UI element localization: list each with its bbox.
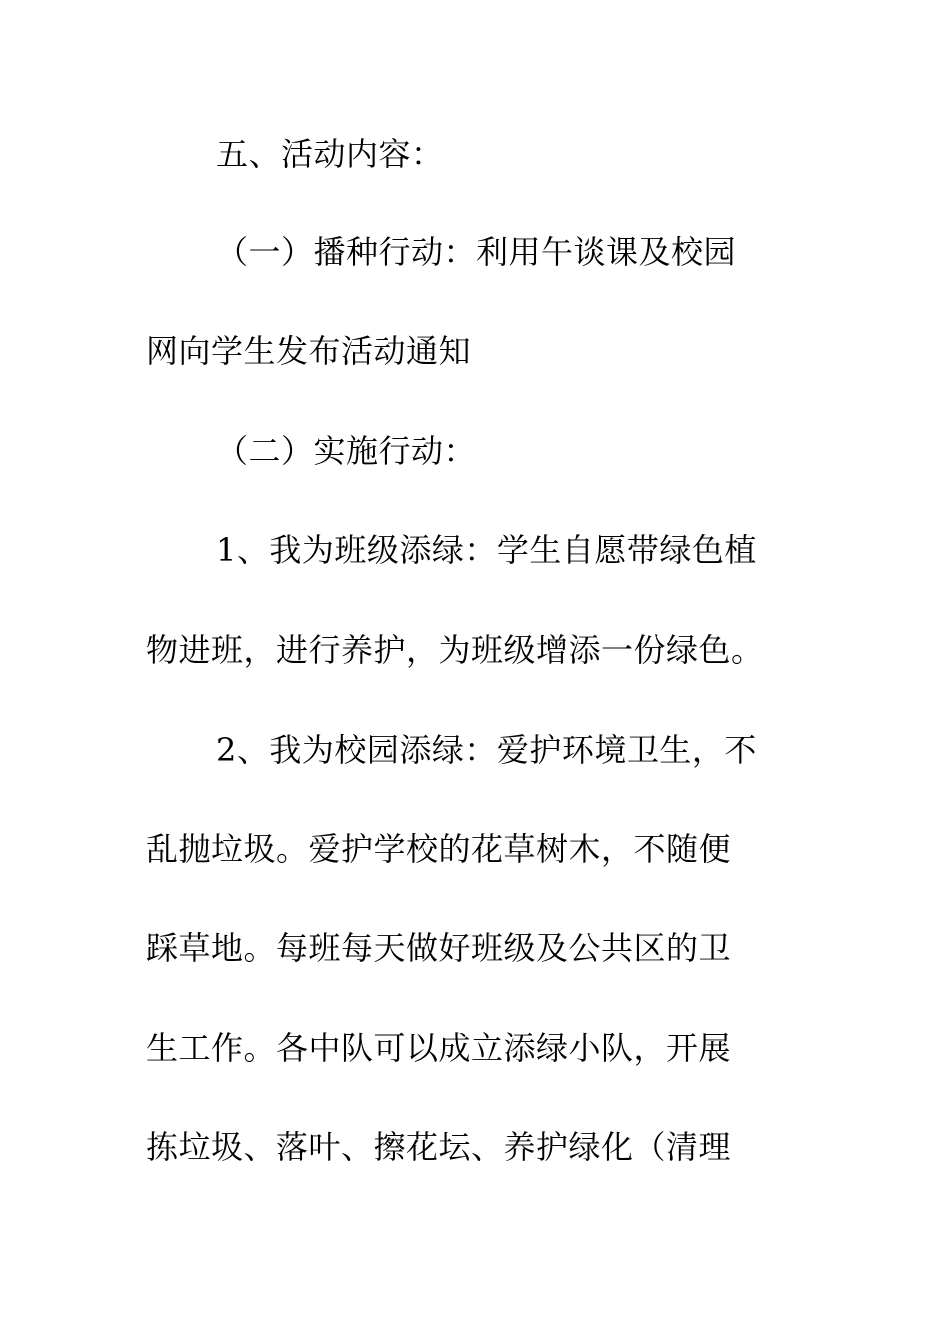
paragraph-line: 乱抛垃圾。爱护学校的花草树木，不随便 — [146, 830, 732, 868]
paragraph-line: 踩草地。每班每天做好班级及公共区的卫 — [146, 929, 732, 967]
paragraph-line: 1、我为班级添绿：学生自愿带绿色植 — [216, 531, 757, 569]
paragraph-line: 拣垃圾、落叶、擦花坛、养护绿化（清理 — [146, 1128, 732, 1166]
section-heading: 五、活动内容： — [216, 135, 444, 173]
paragraph-line: （一）播种行动：利用午谈课及校园 — [216, 233, 737, 271]
paragraph-line: 网向学生发布活动通知 — [146, 332, 472, 370]
subsection-heading: （二）实施行动： — [216, 432, 477, 470]
paragraph-line: 物进班，进行养护，为班级增添一份绿色。 — [146, 631, 764, 669]
paragraph-line: 2、我为校园添绿：爱护环境卫生，不 — [216, 731, 757, 769]
paragraph-line: 生工作。各中队可以成立添绿小队，开展 — [146, 1029, 732, 1067]
